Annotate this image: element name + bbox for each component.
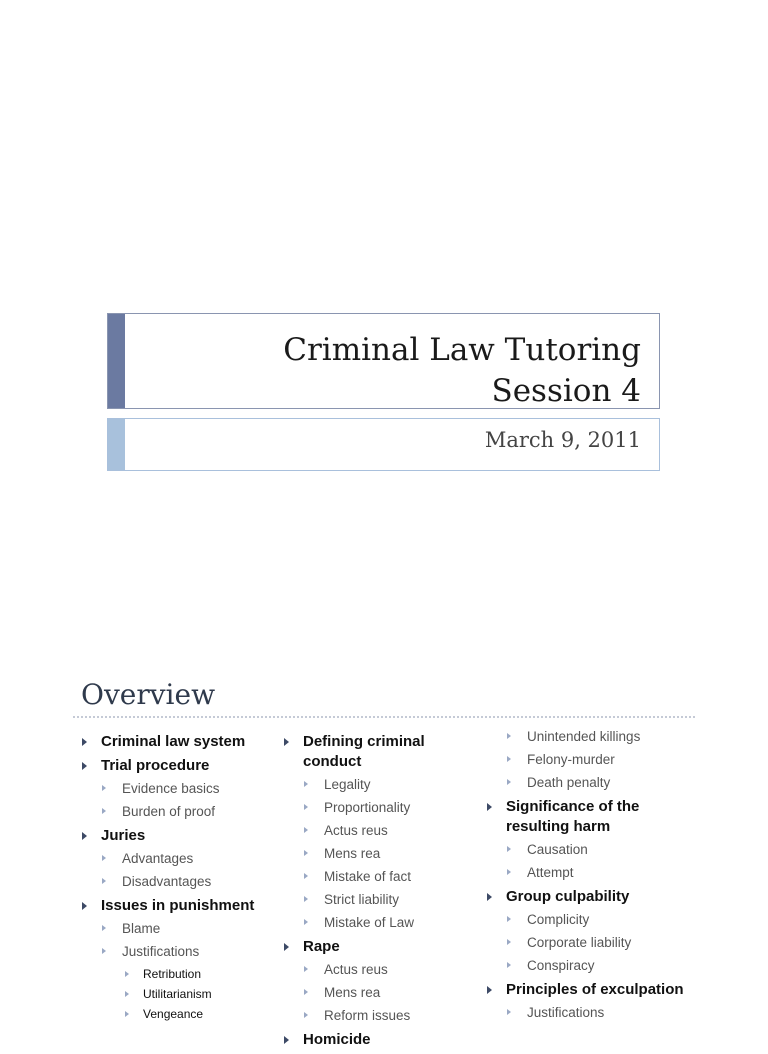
outline-item-level-2 <box>80 943 270 961</box>
outline-item-text: Blame <box>122 921 161 936</box>
triangle-bullet-icon <box>125 971 129 977</box>
triangle-bullet-icon <box>82 832 87 840</box>
subtitle-accent-bar <box>108 419 125 470</box>
triangle-bullet-icon <box>102 785 106 791</box>
outline-item-text: Advantages <box>122 851 194 866</box>
outline-item-text: Trial procedure <box>101 757 210 774</box>
triangle-bullet-icon <box>507 733 511 739</box>
title-accent-bar <box>108 314 125 408</box>
triangle-bullet-icon <box>304 827 308 833</box>
triangle-bullet-icon <box>304 850 308 856</box>
outline-item-level-2 <box>282 961 487 979</box>
outline-item-level-3 <box>80 986 270 1002</box>
overview-column-3 <box>485 728 695 1027</box>
outline-item-level-2 <box>282 891 487 909</box>
outline-item-level-2 <box>282 868 487 886</box>
outline-item-text: Burden of proof <box>122 804 216 819</box>
outline-item-text: Homicide <box>303 1031 371 1048</box>
outline-item-text: Evidence basics <box>122 781 220 796</box>
outline-item-text: Criminal law system <box>101 733 246 750</box>
outline-item-text: Mistake of Law <box>324 915 415 930</box>
outline-item-level-1 <box>282 732 487 772</box>
triangle-bullet-icon <box>304 989 308 995</box>
triangle-bullet-icon <box>82 738 87 746</box>
slide-title <box>283 330 641 412</box>
triangle-bullet-icon <box>102 948 106 954</box>
triangle-bullet-icon <box>507 869 511 875</box>
outline-item-text: Justifications <box>527 1005 605 1020</box>
overview-column-2 <box>282 728 487 1054</box>
triangle-bullet-icon <box>82 902 87 910</box>
outline-item-text: Retribution <box>143 967 202 981</box>
outline-item-text: Defining criminal conduct <box>303 733 425 770</box>
triangle-bullet-icon <box>284 943 289 951</box>
triangle-bullet-icon <box>125 991 129 997</box>
outline-item-text: Strict liability <box>324 892 400 907</box>
outline-item-level-2 <box>80 920 270 938</box>
outline-item-text: Disadvantages <box>122 874 212 889</box>
slide-date: March 9, 2011 <box>484 428 641 452</box>
outline-item-level-1 <box>80 732 270 752</box>
outline-item-level-2 <box>282 914 487 932</box>
outline-item-text: Vengeance <box>143 1007 204 1021</box>
outline-item-text: Proportionality <box>324 800 411 815</box>
outline-item-level-2 <box>485 751 695 769</box>
outline-item-level-2 <box>485 774 695 792</box>
triangle-bullet-icon <box>82 762 87 770</box>
title-line-2: Session 4 <box>491 373 641 409</box>
outline-item-level-2 <box>80 803 270 821</box>
heading-divider <box>73 716 695 718</box>
outline-item-text: Attempt <box>527 865 574 880</box>
triangle-bullet-icon <box>304 804 308 810</box>
triangle-bullet-icon <box>102 808 106 814</box>
triangle-bullet-icon <box>487 803 492 811</box>
outline-item-text: Juries <box>101 827 146 844</box>
outline-item-text: Mens rea <box>324 846 381 861</box>
overview-heading: Overview <box>81 678 216 711</box>
outline-item-level-3 <box>80 966 270 982</box>
outline-item-text: Reform issues <box>324 1008 411 1023</box>
outline-item-level-2 <box>282 776 487 794</box>
triangle-bullet-icon <box>304 919 308 925</box>
triangle-bullet-icon <box>125 1011 129 1017</box>
outline-item-level-1 <box>80 896 270 916</box>
outline-item-level-1 <box>80 826 270 846</box>
title-line-1: Criminal Law Tutoring <box>283 332 641 368</box>
triangle-bullet-icon <box>507 939 511 945</box>
outline-item-text: Group culpability <box>506 888 630 905</box>
triangle-bullet-icon <box>507 962 511 968</box>
subtitle-box <box>107 418 660 471</box>
outline-item-text: Significance of the resulting harm <box>506 798 640 835</box>
triangle-bullet-icon <box>304 781 308 787</box>
outline-item-level-2 <box>485 911 695 929</box>
outline-item-level-2 <box>485 934 695 952</box>
triangle-bullet-icon <box>507 756 511 762</box>
outline-item-level-1 <box>282 1030 487 1050</box>
outline-item-level-2 <box>485 864 695 882</box>
outline-item-text: Mens rea <box>324 985 381 1000</box>
triangle-bullet-icon <box>284 738 289 746</box>
outline-item-text: Complicity <box>527 912 590 927</box>
outline-item-text: Issues in punishment <box>101 897 255 914</box>
outline-item-level-1 <box>485 887 695 907</box>
triangle-bullet-icon <box>102 855 106 861</box>
outline-item-level-2 <box>282 799 487 817</box>
triangle-bullet-icon <box>304 966 308 972</box>
outline-item-text: Death penalty <box>527 775 611 790</box>
triangle-bullet-icon <box>507 1009 511 1015</box>
outline-item-text: Causation <box>527 842 588 857</box>
outline-item-text: Legality <box>324 777 371 792</box>
outline-item-level-2 <box>282 822 487 840</box>
outline-item-level-2 <box>282 845 487 863</box>
outline-item-level-3 <box>80 1006 270 1022</box>
triangle-bullet-icon <box>507 846 511 852</box>
outline-item-level-2 <box>80 780 270 798</box>
triangle-bullet-icon <box>304 896 308 902</box>
triangle-bullet-icon <box>487 893 492 901</box>
overview-column-1 <box>80 728 270 1026</box>
outline-item-text: Actus reus <box>324 823 388 838</box>
triangle-bullet-icon <box>102 878 106 884</box>
outline-item-level-2 <box>282 1007 487 1025</box>
outline-item-text: Actus reus <box>324 962 388 977</box>
outline-item-level-2 <box>485 841 695 859</box>
triangle-bullet-icon <box>284 1036 289 1044</box>
outline-item-text: Mistake of fact <box>324 869 412 884</box>
outline-item-text: Corporate liability <box>527 935 632 950</box>
outline-item-text: Rape <box>303 938 340 955</box>
triangle-bullet-icon <box>507 916 511 922</box>
outline-item-text: Justifications <box>122 944 200 959</box>
outline-item-level-2 <box>80 873 270 891</box>
outline-item-level-1 <box>485 797 695 837</box>
triangle-bullet-icon <box>487 986 492 994</box>
outline-item-level-2 <box>282 984 487 1002</box>
outline-item-level-2 <box>80 850 270 868</box>
outline-item-text: Unintended killings <box>527 729 641 744</box>
triangle-bullet-icon <box>304 873 308 879</box>
outline-item-level-1 <box>80 756 270 776</box>
outline-item-text: Conspiracy <box>527 958 595 973</box>
triangle-bullet-icon <box>102 925 106 931</box>
outline-item-level-2 <box>485 728 695 746</box>
outline-item-level-2 <box>485 957 695 975</box>
title-box <box>107 313 660 409</box>
outline-item-level-1 <box>282 937 487 957</box>
outline-item-level-1 <box>485 980 695 1000</box>
outline-item-text: Utilitarianism <box>143 987 212 1001</box>
triangle-bullet-icon <box>507 779 511 785</box>
outline-item-text: Felony-murder <box>527 752 615 767</box>
outline-item-level-2 <box>485 1004 695 1022</box>
triangle-bullet-icon <box>304 1012 308 1018</box>
outline-item-text: Principles of exculpation <box>506 981 684 998</box>
